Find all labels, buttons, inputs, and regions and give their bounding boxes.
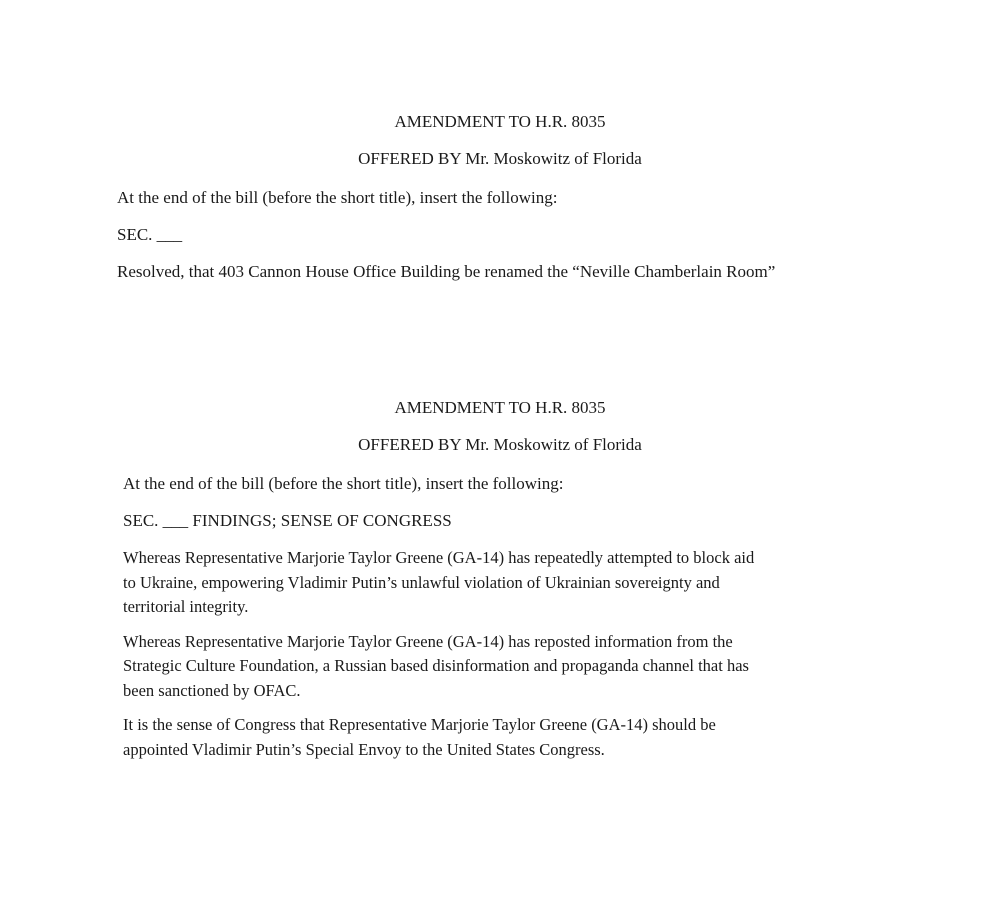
offered-by-line: OFFERED BY Mr. Moskowitz of Florida [358, 435, 642, 454]
amendment-title: AMENDMENT TO H.R. 8035 [394, 398, 606, 417]
whereas-clause-2 [0, 630, 1000, 704]
clause-line: Whereas Representative Marjorie Taylor Greene (GA-14) has reposted information from the [123, 631, 733, 651]
amendment-title: AMENDMENT TO H.R. 8035 [394, 112, 606, 131]
clause-line: Whereas Representative Marjorie Taylor Greene (GA-14) has repeatedly attempted to block aid [123, 548, 755, 567]
amendment-document-2 [0, 398, 1000, 772]
clause-line: to Ukraine, empowering Vladimir Putin’s unlawful violation of Ukrainian sovereignty and [123, 572, 720, 592]
section-heading: SEC. ___ FINDINGS; SENSE OF CONGRESS [123, 511, 452, 530]
whereas-clause-1 [0, 546, 1000, 620]
clause-line: Strategic Culture Foundation, a Russian based disinformation and propaganda channel that has [123, 656, 749, 675]
sense-of-congress-clause [0, 713, 1000, 762]
insert-instruction: At the end of the bill (before the short title), insert the following: [117, 188, 558, 207]
offered-by-line: OFFERED BY Mr. Moskowitz of Florida [358, 149, 642, 168]
insert-instruction: At the end of the bill (before the short title), insert the following: [123, 474, 564, 493]
clause-line: territorial integrity. [123, 597, 249, 616]
clause-line: It is the sense of Congress that Representative Marjorie Taylor Greene (GA-14) should be [123, 715, 716, 734]
clause-line: been sanctioned by OFAC. [123, 680, 301, 700]
resolution-text: Resolved, that 403 Cannon House Office Building be renamed the “Neville Chamberlain Room” [117, 262, 776, 281]
section-heading: SEC. ___ [117, 225, 183, 244]
clause-line: appointed Vladimir Putin’s Special Envoy to the United States Congress. [123, 739, 605, 759]
amendment-document-1 [0, 112, 1000, 297]
